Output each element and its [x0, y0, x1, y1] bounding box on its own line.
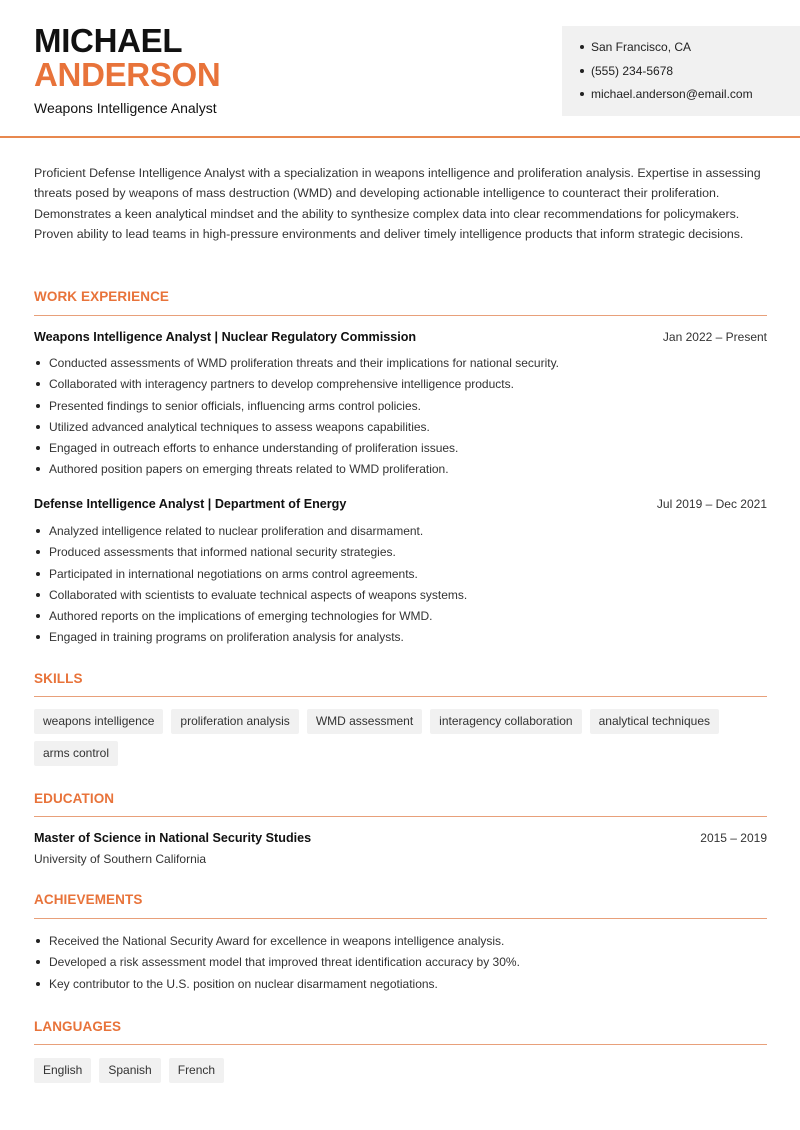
bullet-icon — [36, 425, 40, 429]
job-role: Weapons Intelligence Analyst — [34, 100, 217, 116]
job-bullets — [34, 355, 767, 483]
bullet-icon — [36, 982, 40, 986]
bullet-icon — [36, 361, 40, 365]
job-dates: Jan 2022 – Present — [662, 330, 767, 344]
contact-email: michael.anderson@email.com — [580, 85, 800, 109]
bullet-icon — [580, 45, 584, 49]
section-divider — [34, 696, 767, 697]
list-item: Key contributor to the U.S. position on nuclear disarmament negotiations. — [34, 976, 767, 997]
job-bullets — [34, 523, 767, 651]
first-name: MICHAEL — [34, 22, 183, 59]
list-item: Engaged in outreach efforts to enhance understanding of proliferation issues. — [34, 440, 767, 461]
degree-title: Master of Science in National Security Studies — [34, 831, 312, 845]
list-item: Authored reports on the implications of emerging technologies for WMD. — [34, 608, 767, 629]
list-item: Produced assessments that informed national security strategies. — [34, 544, 767, 565]
job-header — [34, 497, 767, 511]
bullet-icon — [580, 69, 584, 73]
section-divider — [34, 1044, 767, 1045]
list-item: Developed a risk assessment model that improved threat identification accuracy by 30%. — [34, 954, 767, 975]
achievements-list — [34, 933, 767, 997]
bullet-icon — [36, 382, 40, 386]
language-tag: English — [34, 1058, 91, 1083]
contact-phone: (555) 234-5678 — [580, 62, 800, 86]
skill-tag: weapons intelligence — [34, 709, 163, 734]
list-item: Analyzed intelligence related to nuclear proliferation and disarmament. — [34, 523, 767, 544]
list-item: Presented findings to senior officials, influencing arms control policies. — [34, 398, 767, 419]
section-divider — [34, 315, 767, 316]
contact-location: San Francisco, CA — [580, 38, 800, 62]
bullet-icon — [36, 960, 40, 964]
skills-tags — [34, 709, 767, 766]
job-header — [34, 330, 767, 344]
job-dates: Jul 2019 – Dec 2021 — [656, 497, 767, 511]
bullet-icon — [36, 550, 40, 554]
contact-box — [562, 26, 800, 116]
bullet-icon — [36, 404, 40, 408]
list-item: Conducted assessments of WMD proliferation threats and their implications for national security. — [34, 355, 767, 376]
education-header — [34, 831, 767, 845]
last-name: ANDERSON — [34, 56, 221, 93]
bullet-icon — [36, 939, 40, 943]
list-item: Collaborated with scientists to evaluate technical aspects of weapons systems. — [34, 587, 767, 608]
list-item: Collaborated with interagency partners to develop comprehensive intelligence products. — [34, 376, 767, 397]
resume-header — [0, 0, 800, 138]
bullet-icon — [36, 446, 40, 450]
section-title-skills: SKILLS — [34, 671, 83, 686]
candidate-name — [34, 24, 220, 92]
bullet-icon — [36, 467, 40, 471]
bullet-icon — [36, 593, 40, 597]
language-tag: Spanish — [99, 1058, 160, 1083]
bullet-icon — [36, 635, 40, 639]
job-title: Defense Intelligence Analyst | Department of Energy — [34, 497, 347, 511]
languages-tags — [34, 1058, 767, 1083]
bullet-icon — [580, 92, 584, 96]
section-divider — [34, 918, 767, 919]
section-title-work: WORK EXPERIENCE — [34, 289, 170, 304]
section-title-achievements: ACHIEVEMENTS — [34, 892, 143, 907]
bullet-icon — [36, 614, 40, 618]
skill-tag: interagency collaboration — [430, 709, 581, 734]
job-title: Weapons Intelligence Analyst | Nuclear Regulatory Commission — [34, 330, 417, 344]
list-item: Engaged in training programs on proliferation analysis for analysts. — [34, 629, 767, 650]
list-item: Participated in international negotiations on arms control agreements. — [34, 566, 767, 587]
language-tag: French — [169, 1058, 224, 1083]
school-name: University of Southern California — [34, 852, 207, 866]
skill-tag: analytical techniques — [590, 709, 719, 734]
skill-tag: proliferation analysis — [171, 709, 298, 734]
section-divider — [34, 816, 767, 817]
education-dates: 2015 – 2019 — [700, 831, 767, 845]
skill-tag: WMD assessment — [307, 709, 422, 734]
list-item: Received the National Security Award for excellence in weapons intelligence analysis. — [34, 933, 767, 954]
list-item: Authored position papers on emerging threats related to WMD proliferation. — [34, 461, 767, 482]
bullet-icon — [36, 572, 40, 576]
section-title-education: EDUCATION — [34, 791, 115, 806]
section-title-languages: LANGUAGES — [34, 1019, 122, 1034]
skill-tag: arms control — [34, 741, 118, 766]
summary-paragraph: Proficient Defense Intelligence Analyst with a specialization in weapons intelligence and proliferation analysis. Expertise in assessing threats posed by weapons of mass destruction (WMD) and developing actionable intelligence to counteract their proliferation. Demonstrates a keen analytical mindset and the ability to synthesize complex data into clear recommendations for policymakers. Proven ability to lead teams in high-pressure environments and deliver timely intelligence products that inform strategic decisions. — [34, 166, 761, 242]
list-item: Utilized advanced analytical techniques to assess weapons capabilities. — [34, 419, 767, 440]
bullet-icon — [36, 529, 40, 533]
